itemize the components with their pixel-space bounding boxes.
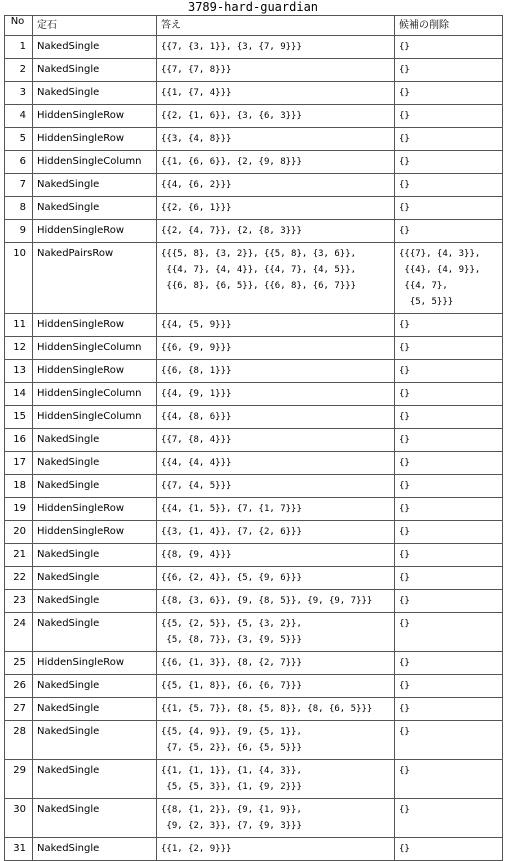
cell-no: 5 [5,128,33,151]
cell-remove: {} [395,475,503,498]
table-row [5,521,503,544]
cell-answer: {{4, {1, 5}}, {7, {1, 7}}} [157,498,395,521]
cell-no: 3 [5,82,33,105]
cell-no: 23 [5,590,33,613]
cell-no: 15 [5,406,33,429]
cell-no: 9 [5,220,33,243]
table-row [5,128,503,151]
cell-method: HiddenSingleRow [33,521,157,544]
cell-no: 24 [5,613,33,652]
cell-method: HiddenSingleColumn [33,151,157,174]
table-row [5,243,503,314]
cell-method: NakedSingle [33,429,157,452]
cell-method: NakedSingle [33,82,157,105]
cell-no: 1 [5,36,33,59]
cell-answer: {{6, {1, 3}}, {8, {2, 7}}} [157,652,395,675]
cell-remove: {} [395,59,503,82]
table-row [5,151,503,174]
cell-method: HiddenSingleColumn [33,383,157,406]
cell-remove: {} [395,799,503,838]
table-row [5,383,503,406]
cell-answer: {{4, {9, 1}}} [157,383,395,406]
table-row [5,59,503,82]
table-row [5,567,503,590]
cell-remove: {} [395,151,503,174]
table-row [5,406,503,429]
cell-answer: {{1, {5, 7}}, {8, {5, 8}}, {8, {6, 5}}} [157,698,395,721]
cell-no: 2 [5,59,33,82]
cell-remove: {} [395,337,503,360]
cell-method: NakedSingle [33,59,157,82]
cell-answer: {{1, {7, 4}}} [157,82,395,105]
cell-answer: {{3, {1, 4}}, {7, {2, 6}}} [157,521,395,544]
cell-method: NakedSingle [33,760,157,799]
table-row [5,337,503,360]
cell-answer: {{2, {4, 7}}, {2, {8, 3}}} [157,220,395,243]
cell-method: NakedSingle [33,838,157,861]
solution-steps-table [4,15,503,861]
cell-method: NakedSingle [33,675,157,698]
cell-no: 18 [5,475,33,498]
cell-no: 16 [5,429,33,452]
cell-method: NakedSingle [33,698,157,721]
cell-answer: {{5, {1, 8}}, {6, {6, 7}}} [157,675,395,698]
table-row [5,760,503,799]
cell-answer: {{4, {6, 2}}} [157,174,395,197]
cell-remove: {} [395,128,503,151]
cell-remove: {} [395,360,503,383]
cell-no: 8 [5,197,33,220]
header-row [5,16,503,36]
cell-method: NakedSingle [33,721,157,760]
table-row [5,82,503,105]
cell-answer: {{3, {4, 8}}} [157,128,395,151]
cell-answer: {{6, {2, 4}}, {5, {9, 6}}} [157,567,395,590]
table-row [5,498,503,521]
cell-answer: {{7, {7, 8}}} [157,59,395,82]
cell-method: NakedSingle [33,174,157,197]
cell-no: 7 [5,174,33,197]
cell-remove: {} [395,760,503,799]
table-row [5,220,503,243]
cell-no: 22 [5,567,33,590]
cell-remove: {} [395,314,503,337]
cell-method: HiddenSingleRow [33,128,157,151]
cell-no: 4 [5,105,33,128]
cell-answer: {{5, {2, 5}}, {5, {3, 2}}, {5, {8, 7}}, {3, {9, 5}}} [157,613,395,652]
cell-remove: {} [395,721,503,760]
cell-no: 31 [5,838,33,861]
cell-remove: {} [395,406,503,429]
cell-method: NakedSingle [33,36,157,59]
cell-answer: {{8, {3, 6}}, {9, {8, 5}}, {9, {9, 7}}} [157,590,395,613]
cell-remove: {} [395,383,503,406]
cell-remove: {} [395,498,503,521]
table-row [5,360,503,383]
cell-no: 12 [5,337,33,360]
table-row [5,475,503,498]
cell-remove: {} [395,698,503,721]
cell-remove: {} [395,567,503,590]
cell-answer: {{1, {1, 1}}, {1, {4, 3}}, {5, {5, 3}}, {1, {9, 2}}} [157,760,395,799]
cell-no: 6 [5,151,33,174]
cell-method: NakedSingle [33,567,157,590]
cell-remove: {} [395,590,503,613]
table-row [5,799,503,838]
cell-no: 19 [5,498,33,521]
cell-answer: {{7, {4, 5}}} [157,475,395,498]
cell-method: NakedSingle [33,799,157,838]
cell-answer: {{4, {4, 4}}} [157,452,395,475]
cell-no: 10 [5,243,33,314]
cell-no: 29 [5,760,33,799]
cell-method: NakedPairsRow [33,243,157,314]
cell-method: HiddenSingleRow [33,360,157,383]
cell-no: 28 [5,721,33,760]
cell-method: HiddenSingleRow [33,220,157,243]
table-row [5,314,503,337]
table-row [5,675,503,698]
table-row [5,838,503,861]
cell-remove: {} [395,452,503,475]
table-row [5,652,503,675]
cell-no: 20 [5,521,33,544]
cell-method: HiddenSingleRow [33,498,157,521]
header-no: No [5,16,33,36]
cell-no: 26 [5,675,33,698]
cell-method: NakedSingle [33,613,157,652]
cell-answer: {{7, {3, 1}}, {3, {7, 9}}} [157,36,395,59]
cell-method: HiddenSingleColumn [33,337,157,360]
cell-remove: {} [395,105,503,128]
cell-remove: {} [395,521,503,544]
cell-no: 27 [5,698,33,721]
cell-no: 25 [5,652,33,675]
cell-remove: {} [395,838,503,861]
cell-remove: {} [395,82,503,105]
cell-no: 17 [5,452,33,475]
cell-answer: {{8, {9, 4}}} [157,544,395,567]
table-row [5,197,503,220]
cell-answer: {{2, {1, 6}}, {3, {6, 3}}} [157,105,395,128]
cell-method: HiddenSingleRow [33,105,157,128]
cell-answer: {{8, {1, 2}}, {9, {1, 9}}, {9, {2, 3}}, {7, {9, 3}}} [157,799,395,838]
cell-no: 14 [5,383,33,406]
cell-answer: {{4, {5, 9}}} [157,314,395,337]
header-answer: 答え [157,16,395,36]
cell-answer: {{1, {6, 6}}, {2, {9, 8}}} [157,151,395,174]
cell-remove: {} [395,675,503,698]
cell-answer: {{4, {8, 6}}} [157,406,395,429]
cell-answer: {{5, {4, 9}}, {9, {5, 1}}, {7, {5, 2}}, {6, {5, 5}}} [157,721,395,760]
cell-answer: {{6, {8, 1}}} [157,360,395,383]
cell-remove: {} [395,197,503,220]
table-row [5,452,503,475]
cell-no: 11 [5,314,33,337]
cell-method: HiddenSingleColumn [33,406,157,429]
cell-answer: {{{5, 8}, {3, 2}}, {{5, 8}, {3, 6}}, {{4, 7}, {4, 4}}, {{4, 7}, {4, 5}}, {{6, 8}, {6, 5}}, {{6, 8}, {6, 7}}} [157,243,395,314]
table-row [5,174,503,197]
table-row [5,36,503,59]
cell-method: NakedSingle [33,544,157,567]
header-remove: 候補の削除 [395,16,503,36]
cell-method: NakedSingle [33,197,157,220]
cell-remove: {{{7}, {4, 3}}, {{4}, {4, 9}}, {{4, 7}, {5, 5}}} [395,243,503,314]
cell-remove: {} [395,36,503,59]
table-row [5,105,503,128]
header-method: 定石 [33,16,157,36]
cell-method: NakedSingle [33,590,157,613]
cell-remove: {} [395,174,503,197]
cell-method: NakedSingle [33,452,157,475]
table-row [5,613,503,652]
cell-no: 30 [5,799,33,838]
cell-answer: {{1, {2, 9}}} [157,838,395,861]
cell-method: HiddenSingleRow [33,652,157,675]
cell-answer: {{2, {6, 1}}} [157,197,395,220]
table-row [5,429,503,452]
cell-no: 13 [5,360,33,383]
table-row [5,544,503,567]
cell-method: HiddenSingleRow [33,314,157,337]
cell-remove: {} [395,652,503,675]
table-row [5,721,503,760]
cell-remove: {} [395,544,503,567]
cell-remove: {} [395,429,503,452]
cell-no: 21 [5,544,33,567]
cell-remove: {} [395,220,503,243]
table-row [5,698,503,721]
page-title: 3789-hard-guardian [187,0,319,14]
cell-answer: {{6, {9, 9}}} [157,337,395,360]
cell-answer: {{7, {8, 4}}} [157,429,395,452]
table-row [5,590,503,613]
cell-remove: {} [395,613,503,652]
cell-method: NakedSingle [33,475,157,498]
